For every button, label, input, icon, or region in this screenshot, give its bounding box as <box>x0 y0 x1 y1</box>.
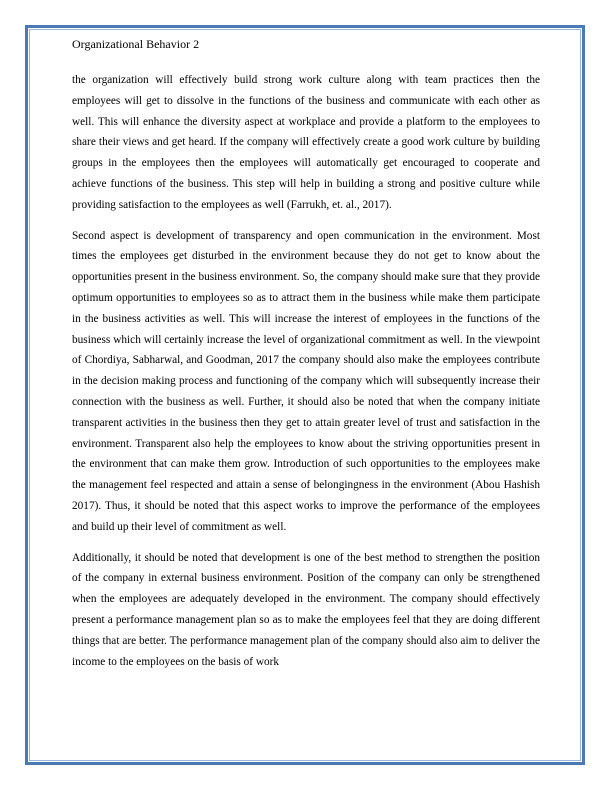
paragraph-3: Additionally, it should be noted that development is one of the best method to strengthen the position of the company in external business environment. Position of the company can only be strengthened when the employees are adequately developed in the environment. The company should effectively present a performance management plan so as to make the employees feel that they are doing different things that are better. The performance management plan of the company should also aim to deliver the income to the employees on the basis of work <box>72 551 540 668</box>
paragraph-1: the organization will effectively build strong work culture along with team practices then the employees will get to dissolve in the functions of the business and communicate with each other as well. This will enhance the diversity aspect at workplace and provide a platform to the employees to share their views and get heard. If the company will effectively create a good work culture by building groups in the employees then the employees will automatically get encouraged to cooperate and achieve functions of the business. This step will help in building a strong and positive culture while providing satisfaction to the employees as well (Farrukh, et. al., 2017). <box>72 74 540 211</box>
document-body <box>72 70 540 682</box>
paragraph-2: Second aspect is development of transparency and open communication in the environment. Most times the employees get disturbed in the environment because they do not get to know about the opportunities present in the business environment. So, the company should make sure that they provide optimum opportunities to employees so as to attract them in the business while make them participate in the business activities as well. This will increase the interest of employees in the functions of the business which will certainly increase the level of organizational commitment as well. In the viewpoint of Chordiya, Sabharwal, and Goodman, 2017 the company should also make the employees contribute in the decision making process and functioning of the company which will subsequently increase their connection with the business as well. Further, it should also be noted that when the company initiate transparent activities in the business then they get to attain greater level of trust and satisfaction in the environment. Transparent also help the employees to know about the striving opportunities present in the environment that can make them grow. Introduction of such opportunities to the employees make the management feel respected and attain a sense of belongingness in the environment (Abou Hashish 2017). Thus, it should be noted that this aspect works to improve the performance of the employees and build up their level of commitment as well. <box>72 229 540 533</box>
running-head: Organizational Behavior 2 <box>72 37 200 51</box>
